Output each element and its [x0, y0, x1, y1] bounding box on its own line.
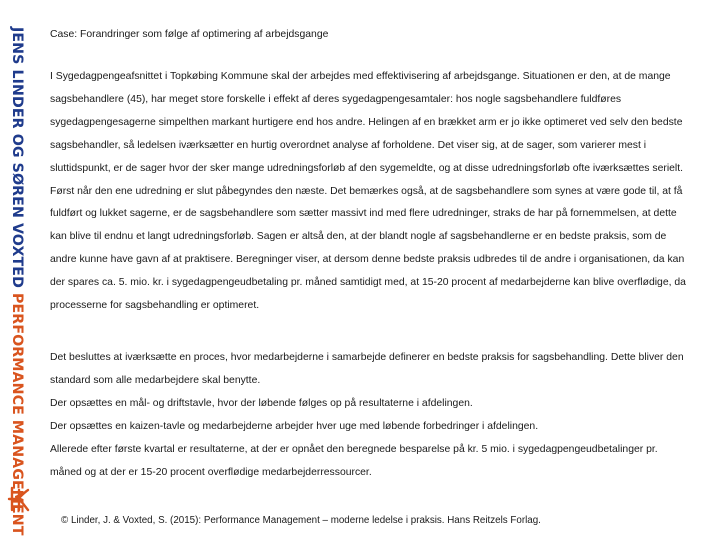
- paragraph-2-line: Allerede efter første kvartal er resultaterne, at der er opnået den beregnede besparelse på kr. 5 mio. i sygedagpengeudbetalinger pr. måned og at der er 15-20 procent overflødige medarbejderressourcer.: [50, 443, 658, 478]
- paragraph-1: I Sygedagpengeafsnittet i Topkøbing Kommune skal der arbejdes med effektivisering af arbejdsgange. Situationen er den, at de mange sagsbehandlere (45), har meget store forskelle i effekt af deres sygedagpengesamtaler: hos nogle sagsbehandlere fuldføres sygedagpengesagerne simpelthen markant hurtigere end hos andre. Helingen af en brækket arm er jo ikke optimeret ved selv den bedste sagsbehandler, så ledelsen iværksætter en hurtig overordnet analyse af forholdene. Det viser sig, at de sager, som varierer mest i sluttidspunkt, er de sager hvor der sker mange udredningsforløb af den sygemeldte, og at disse udredningsforløb ofte iværksættes serielt. Først når den ene udredning er slut påbegyndes den næste. Det bemærkes også, at de sagsbehandlere som synes at være gode til, at få fuldført og lukket sagerne, er de sagsbehandlere som sætter massivt ind med flere udredninger, straks de har på fornemmelsen, at dette kan blive til endnu et langt udredningsforløb. Sagen er altså den, at der blandt nogle af sagsbehandlerne er en bedste praksis, som de andre kunne have gavn af at praktisere. Beregninger viser, at dersom denne bedste praksis udbredes til de andre i organisationen, da kan der spares ca. 5. mio. kr. i sygedagpengeudbetaling pr. måned samtidigt med, at 15-20 procent af medarbejderne kan blive overflødige, da processerne for sagsbehandling er optimeret.: [50, 71, 686, 312]
- book-title-label: PERFORMANCE MANAGEMENT: [9, 293, 25, 536]
- paragraph-2-line: Det besluttes at iværksætte en proces, hvor medarbejderne i samarbejde definerer en bedste praksis for sagsbehandling. Dette bliver den standard som alle medarbejdere skal benytte.: [50, 352, 684, 386]
- paragraph-2-line: Der opsættes en kaizen-tavle og medarbejderne arbejder hver uge med løbende forbedringer i afdelingen.: [50, 420, 539, 432]
- sidebar: [0, 0, 34, 540]
- vertical-book-title: [3, 27, 31, 536]
- paragraph-2: [50, 347, 690, 484]
- paragraph-2-line: Der opsættes en mål- og driftstavle, hvor der løbende følges op på resultaterne i afdelingen.: [50, 397, 473, 409]
- hr-publisher-logo-icon: [7, 484, 31, 514]
- authors-label: JENS LINDER OG SØREN VOXTED: [9, 27, 25, 288]
- case-title: Case: Forandringer som følge af optimering af arbejdsgange: [50, 29, 329, 40]
- citation-footer: © Linder, J. & Voxted, S. (2015): Performance Management – moderne ledelse i praksis. Hans Reitzels Forlag.: [61, 515, 541, 526]
